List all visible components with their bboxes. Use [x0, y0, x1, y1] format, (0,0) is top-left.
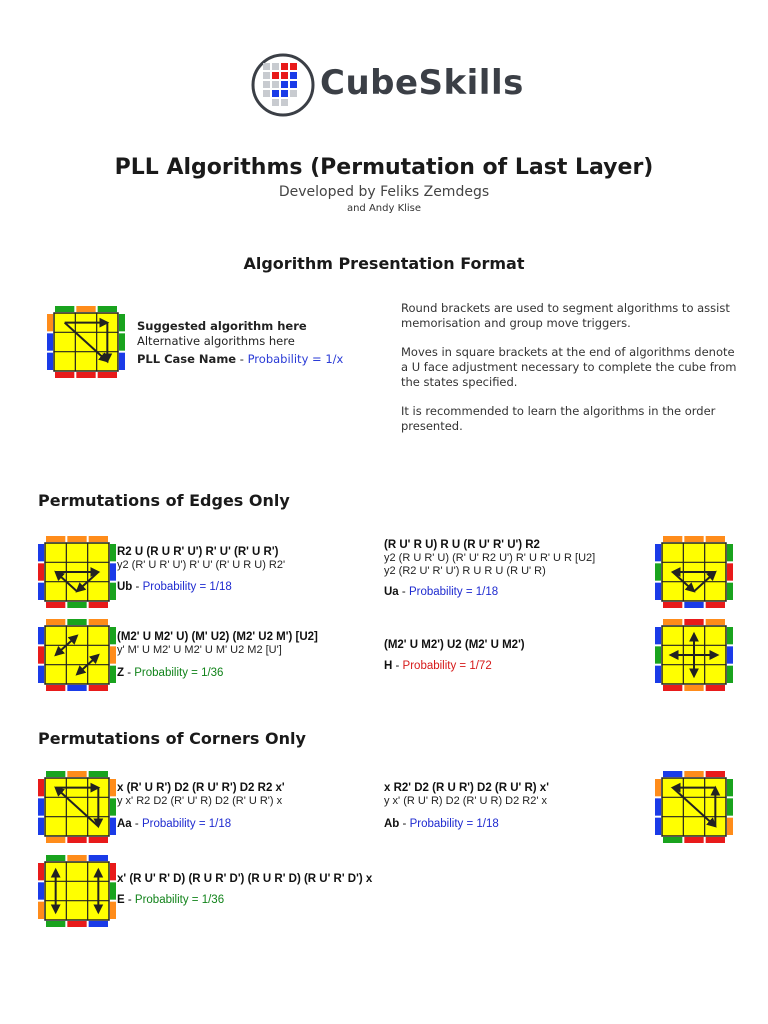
ab-sticker-right [727, 818, 733, 835]
z-sep: - [124, 667, 135, 679]
e-cube-diagram [38, 855, 116, 927]
format-sticker-top [76, 306, 95, 312]
e-main-alg: x' (R U' R' D) (R U R' D') (R U R' D) (R U' R' D') x [117, 873, 373, 885]
h-sticker-top [706, 619, 725, 625]
h-sticker-bottom [706, 685, 725, 691]
aa-name: Aa [117, 818, 132, 830]
h-main-alg: (M2' U M2') U2 (M2' U M2') [384, 639, 525, 651]
ua-sticker-top [663, 536, 682, 542]
aa-sticker-bottom [67, 837, 86, 843]
ua-probability: Probability = 1/18 [408, 586, 499, 598]
aa-sticker-left [38, 798, 44, 815]
page-credit: and Andy Klise [346, 203, 422, 214]
ua-name: Ua [384, 586, 399, 598]
z-sticker-left [38, 646, 44, 663]
ub-sticker-top [67, 536, 86, 542]
z-probability: Probability = 1/36 [134, 667, 224, 679]
format-sticker-right [119, 333, 125, 350]
e-sticker-top [89, 855, 108, 861]
e-sticker-bottom [46, 921, 65, 927]
h-probability: Probability = 1/72 [402, 660, 492, 672]
ua-alt-alg-1: y2 (R U R' U) (R' U' R2 U') R' U R' U R [U2] [384, 552, 596, 564]
ab-main-alg: x R2' D2 (R U R') D2 (R U' R) x' [384, 782, 549, 794]
format-sticker-bottom [76, 372, 95, 378]
aa-sticker-left [38, 779, 44, 796]
format-sticker-right [119, 314, 125, 331]
e-sticker-right [110, 902, 116, 919]
aa-sticker-right [110, 798, 116, 815]
e-sticker-right [110, 863, 116, 880]
aa-probability: Probability = 1/18 [141, 818, 232, 830]
h-sticker-left [655, 646, 661, 663]
ua-sticker-bottom [663, 602, 682, 608]
ab-probability: Probability = 1/18 [409, 818, 499, 830]
e-name-line [117, 893, 372, 907]
z-cube-diagram [38, 619, 116, 691]
ab-sep: - [399, 818, 410, 830]
h-sticker-top [663, 619, 682, 625]
ub-sticker-left [38, 563, 44, 580]
h-name: H [384, 660, 393, 672]
ub-sticker-top [46, 536, 65, 542]
ab-sticker-left [655, 798, 661, 815]
ub-cube-diagram [38, 536, 116, 608]
logo-grid [263, 63, 297, 106]
z-name: Z [117, 667, 125, 679]
cubeskills-logo [248, 50, 528, 120]
ab-sticker-bottom [684, 837, 703, 843]
ub-name-line [117, 580, 285, 594]
format-note-2: Moves in square brackets at the end of algorithms denote a U face adjustment necessary to complete the cube from the states specified. [401, 345, 737, 389]
ua-sticker-left [655, 583, 661, 600]
format-sticker-bottom [98, 372, 117, 378]
aa-sticker-left [38, 818, 44, 835]
h-sticker-top [684, 619, 703, 625]
case-ab [384, 781, 549, 831]
z-sticker-bottom [67, 685, 86, 691]
z-sticker-top [67, 619, 86, 625]
e-probability: Probability = 1/36 [134, 894, 225, 906]
e-sticker-top [46, 855, 65, 861]
z-sticker-bottom [89, 685, 108, 691]
z-sticker-right [110, 646, 116, 663]
h-sticker-bottom [663, 685, 682, 691]
z-top-face [45, 626, 109, 684]
ua-sep: - [398, 586, 409, 598]
ub-alt-alg: y2 (R' U R' U') R' U' (R' U R U) R2' [117, 559, 286, 571]
section-corners-heading: Permutations of Corners Only [38, 729, 306, 748]
case-h [384, 638, 525, 673]
format-note-3: It is recommended to learn the algorithms in the order presented. [401, 404, 716, 433]
format-cube-diagram [47, 306, 125, 378]
page-subtitle: Developed by Feliks Zemdegs [278, 184, 490, 200]
ab-sticker-top [663, 771, 682, 777]
h-sticker-left [655, 627, 661, 644]
format-heading: Algorithm Presentation Format [243, 254, 525, 273]
ub-main-alg: R2 U (R U R' U') R' U' (R' U R') [117, 546, 279, 558]
ub-sticker-bottom [89, 602, 108, 608]
cube-logo-icon [248, 50, 318, 120]
e-top-face [45, 862, 109, 920]
case-aa [117, 781, 285, 831]
e-sticker-bottom [67, 921, 86, 927]
h-cube-diagram [655, 619, 733, 691]
ua-sticker-bottom [684, 602, 703, 608]
ub-sticker-left [38, 583, 44, 600]
ub-sticker-right [110, 583, 116, 600]
format-sticker-right [119, 353, 125, 370]
ab-sticker-bottom [663, 837, 682, 843]
format-suggested: Suggested algorithm here [137, 319, 307, 333]
e-sep: - [124, 894, 135, 906]
aa-name-line [117, 817, 285, 831]
e-name: E [117, 894, 125, 906]
z-sticker-left [38, 627, 44, 644]
e-sticker-left [38, 882, 44, 899]
e-sticker-left [38, 902, 44, 919]
e-sticker-top [67, 855, 86, 861]
ub-probability: Probability = 1/18 [142, 581, 232, 593]
z-sticker-left [38, 666, 44, 683]
e-sticker-bottom [89, 921, 108, 927]
aa-main-alg: x (R' U R') D2 (R U' R') D2 R2 x' [117, 782, 285, 794]
ua-sticker-left [655, 544, 661, 561]
z-sticker-top [89, 619, 108, 625]
ab-alt-alg: y x' (R U' R) D2 (R' U R) D2 R2' x [384, 795, 548, 807]
format-sticker-top [98, 306, 117, 312]
h-sticker-right [727, 666, 733, 683]
ua-sticker-right [727, 544, 733, 561]
ua-sticker-left [655, 563, 661, 580]
ab-name-line [384, 817, 549, 831]
aa-sticker-top [67, 771, 86, 777]
ab-sticker-left [655, 779, 661, 796]
ab-sticker-bottom [706, 837, 725, 843]
aa-sticker-right [110, 818, 116, 835]
case-ua [384, 538, 595, 599]
aa-sticker-right [110, 779, 116, 796]
z-sticker-bottom [46, 685, 65, 691]
ub-sticker-top [89, 536, 108, 542]
ua-sticker-right [727, 583, 733, 600]
aa-alt-alg: y x' R2 D2 (R' U' R) D2 (R' U R') x [117, 795, 283, 807]
format-sticker-left [47, 314, 53, 331]
z-sticker-right [110, 627, 116, 644]
ua-sticker-top [706, 536, 725, 542]
h-sticker-right [727, 646, 733, 663]
h-sticker-left [655, 666, 661, 683]
brand-name: CubeSkills [320, 63, 524, 103]
ub-sep: - [132, 581, 143, 593]
z-name-line [117, 666, 318, 680]
ua-sticker-top [684, 536, 703, 542]
ab-sticker-right [727, 798, 733, 815]
ua-alt-alg-2: y2 (R2 U' R' U') R U R U (R U' R) [384, 565, 546, 577]
h-sep: - [392, 660, 403, 672]
h-name-line [384, 659, 525, 673]
aa-sticker-top [89, 771, 108, 777]
format-sticker-top [55, 306, 74, 312]
e-sticker-left [38, 863, 44, 880]
ub-sticker-bottom [46, 602, 65, 608]
aa-sep: - [131, 818, 142, 830]
case-z [117, 630, 318, 680]
z-sticker-top [46, 619, 65, 625]
z-alt-alg: y' M' U M2' U M2' U M' U2 M2 [U'] [117, 644, 282, 656]
ua-sticker-bottom [706, 602, 725, 608]
ab-cube-diagram [655, 771, 733, 843]
format-sticker-left [47, 353, 53, 370]
page-title: PLL Algorithms (Permutation of Last Layer) [114, 155, 654, 180]
case-ub [117, 545, 285, 594]
h-sticker-bottom [684, 685, 703, 691]
ua-name-line [384, 585, 595, 599]
format-alternative: Alternative algorithms here [137, 334, 295, 348]
z-main-alg: (M2' U M2' U) (M' U2) (M2' U2 M') [U2] [117, 631, 318, 643]
h-sticker-right [727, 627, 733, 644]
ab-sticker-right [727, 779, 733, 796]
ab-sticker-top [684, 771, 703, 777]
section-edges-heading: Permutations of Edges Only [38, 491, 290, 510]
ub-sticker-right [110, 544, 116, 561]
ub-name: Ub [117, 581, 133, 593]
aa-sticker-bottom [89, 837, 108, 843]
format-case-name: PLL Case Name [137, 352, 237, 366]
format-sticker-bottom [55, 372, 74, 378]
ub-sticker-left [38, 544, 44, 561]
ab-sticker-top [706, 771, 725, 777]
format-case-line [137, 352, 343, 366]
format-note-1: Round brackets are used to segment algorithms to assist memorisation and group move triggers. [401, 301, 730, 330]
format-probability: Probability = 1/x [247, 352, 344, 366]
z-sticker-right [110, 666, 116, 683]
ua-main-alg: (R U' R U) R U (R U' R' U') R2 [384, 539, 540, 551]
aa-sticker-top [46, 771, 65, 777]
format-sticker-left [47, 333, 53, 350]
ub-sticker-right [110, 563, 116, 580]
e-sticker-right [110, 882, 116, 899]
aa-sticker-bottom [46, 837, 65, 843]
ab-sticker-left [655, 818, 661, 835]
ua-sticker-right [727, 563, 733, 580]
ua-cube-diagram [655, 536, 733, 608]
aa-cube-diagram [38, 771, 116, 843]
ub-sticker-bottom [67, 602, 86, 608]
format-sep: - [236, 352, 248, 366]
ab-name: Ab [384, 818, 400, 830]
case-e [117, 872, 372, 907]
